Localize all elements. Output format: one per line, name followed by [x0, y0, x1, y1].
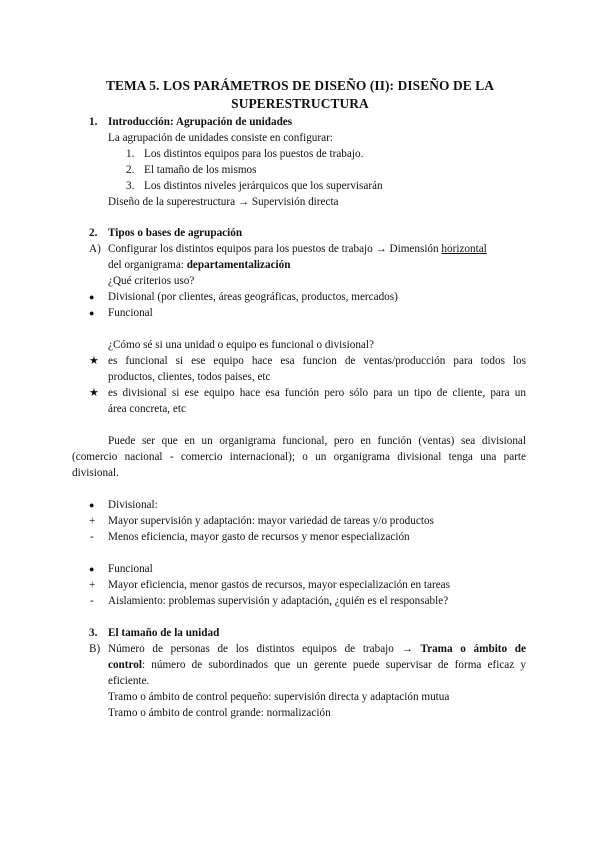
- star-item-1-line-2: productos, clientes, todos paises, etc: [108, 371, 271, 383]
- funcional-advantage: Mayor eficiencia, menor gastos de recursos, mayor especialización en tareas: [108, 579, 450, 591]
- list-item-number: 3.: [126, 180, 135, 192]
- document-title-line-1: TEMA 5. LOS PARÁMETROS DE DISEÑO (II): DISEÑO DE LA: [105, 78, 495, 93]
- control-bold: control: [108, 659, 142, 671]
- horizontal-underlined: horizontal: [441, 243, 487, 255]
- section-2-number: 2.: [89, 227, 98, 239]
- list-item-number: 1.: [126, 148, 135, 160]
- divisional-label: Divisional:: [108, 499, 158, 511]
- list-item-number: 2.: [126, 164, 135, 176]
- star-item-2-line-1: es divisional si ese equipo hace esa función pero sólo para un tipo de cliente, para un: [108, 387, 526, 399]
- paragraph-line-3: divisional.: [72, 467, 119, 479]
- departamentalizacion-bold: departamentalización: [186, 259, 291, 271]
- section-2-a-line-2: del organigrama: departamentalización: [108, 259, 291, 271]
- document-title-line-2: SUPERESTRUCTURA: [231, 96, 369, 111]
- section-3-line-1: Número de personas de los distintos equipos de trabajo → Trama o ámbito de: [108, 643, 526, 655]
- bullet-icon: ●: [89, 292, 95, 302]
- trama-bold: Trama o ámbito de: [420, 643, 526, 655]
- bullet-icon: ●: [89, 564, 95, 574]
- minus-icon: -: [90, 531, 94, 543]
- functional-question: ¿Cómo sé si una unidad o equipo es funcional o divisional?: [108, 339, 374, 351]
- star-item-2-line-2: área concreta, etc: [108, 403, 186, 415]
- plus-icon: +: [89, 579, 96, 591]
- section-3-marker-b: B): [89, 643, 101, 655]
- section-3-line-3: eficiente.: [108, 675, 150, 687]
- star-icon: ★: [89, 387, 100, 399]
- section-3-heading: El tamaño de la unidad: [108, 627, 220, 639]
- section-1-number: 1.: [89, 116, 98, 128]
- section-1-intro: La agrupación de unidades consiste en configurar:: [108, 132, 333, 144]
- list-item: Divisional (por clientes, áreas geográficas, productos, mercados): [108, 291, 398, 303]
- star-icon: ★: [89, 355, 100, 367]
- list-item: Los distintos niveles jerárquicos que los supervisarán: [144, 180, 383, 192]
- divisional-advantage: Mayor supervisión y adaptación: mayor variedad de tareas y/o productos: [108, 515, 434, 527]
- list-item: Funcional: [108, 307, 153, 319]
- paragraph-line-2: (comercio nacional - comercio internacional); o un organigrama divisional tenga una parte: [72, 451, 526, 463]
- bullet-icon: ●: [89, 500, 95, 510]
- funcional-label: Funcional: [108, 563, 153, 575]
- section-2-heading: Tipos o bases de agrupación: [108, 227, 243, 239]
- section-3-line-2: control: número de subordinados que un gerente puede supervisar de forma eficaz y: [108, 659, 526, 671]
- minus-icon: -: [90, 595, 94, 607]
- plus-icon: +: [89, 515, 96, 527]
- paragraph-line-1: Puede ser que en un organigrama funcional, pero en función (ventas) sea divisional: [108, 435, 526, 447]
- section-3-number: 3.: [89, 627, 98, 639]
- section-3-line-4: Tramo o ámbito de control pequeño: supervisión directa y adaptación mutua: [108, 691, 450, 703]
- star-item-1-line-1: es funcional si ese equipo hace esa funcion de ventas/producción para todos los: [108, 355, 526, 367]
- divisional-disadvantage: Menos eficiencia, mayor gasto de recursos y menor especialización: [108, 531, 410, 543]
- criteria-question: ¿Qué criterios uso?: [108, 275, 195, 287]
- section-3-line-5: Tramo o ámbito de control grande: normalización: [108, 707, 331, 719]
- funcional-disadvantage: Aislamiento: problemas supervisión y adaptación, ¿quién es el responsable?: [108, 595, 449, 607]
- bullet-icon: ●: [89, 308, 95, 318]
- section-2-marker-a: A): [89, 243, 101, 255]
- section-2-a-line-1: Configurar los distintos equipos para los puestos de trabajo → Dimensión horizontal: [108, 243, 487, 255]
- list-item: El tamaño de los mismos: [144, 164, 257, 176]
- section-1-summary: Diseño de la superestructura → Supervisión directa: [108, 196, 339, 208]
- list-item: Los distintos equipos para los puestos de trabajo.: [144, 148, 364, 160]
- section-1-heading: Introducción: Agrupación de unidades: [108, 116, 293, 128]
